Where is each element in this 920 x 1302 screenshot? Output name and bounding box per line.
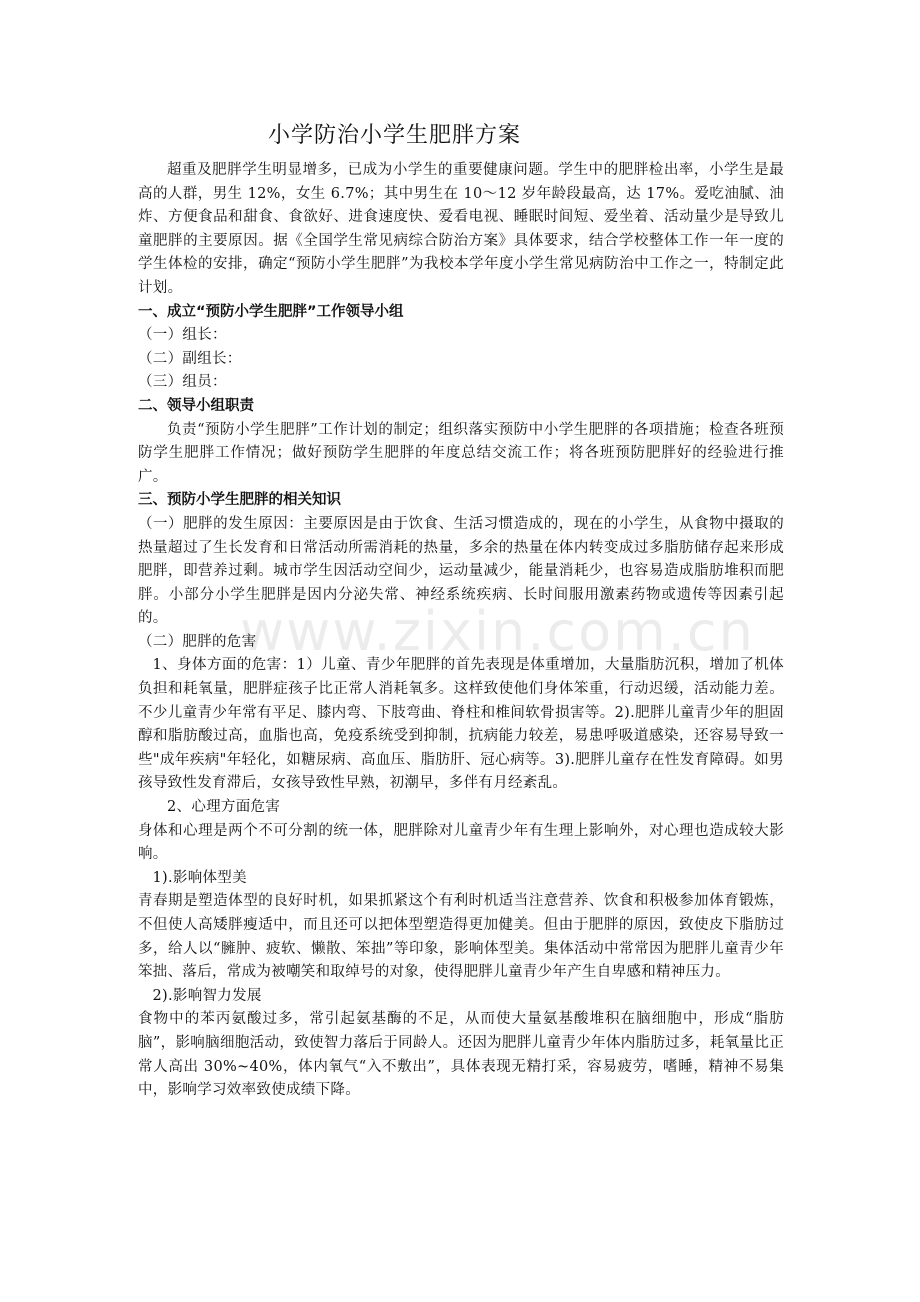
role-deputy: （二）副组长：	[138, 350, 242, 367]
cause-paragraph: （一）肥胖的发生原因：主要原因是由于饮食、生活习惯造成的，现在的小学生，从食物中摄取的热量超过了生长发育和日常活动所需消耗的热量，多余的热量在体内转变成过多脂肪储存起来形成肥胖，即营养过剩。城市学生因活动空间少，运动量减少，能量消耗少，也容易造成脂肪堆积而肥胖。小部分小学生肥胖是因内分泌失常、神经系统疾病、长时间服用激素药物或遗传等因素引起的。	[138, 515, 784, 627]
physical-harm-paragraph: 1、身体方面的危害：1）儿童、青少年肥胖的首先表现是体重增加，大量脂肪沉积，增加了机体负担和耗氧量，肥胖症孩子比正常人消耗氧多。这样致使他们身体笨重，行动迟缓，活动能力差。不少儿童青少年常有平足、膝内弯、下肢弯曲、脊柱和椎间软骨损害等。2).肥胖儿童青少年的胆固醇和脂肪酸过高，血脂也高，免疫系统受到抑制，抗病能力较差，易患呼吸道感染，还容易导致一些"成年疾病"年轻化，如糖尿病、高血压、脂肪肝、冠心病等。3).肥胖儿童存在性发育障碍。如男孩导致性发育滞后，女孩导致性早熟，初潮早，多伴有月经紊乱。	[138, 657, 784, 792]
document	[138, 118, 784, 1103]
role-members: （三）组员：	[138, 374, 227, 391]
intelligence-paragraph: 食物中的苯丙氨酸过多，常引起氨基酶的不足，从而使大量氨基酸堆积在脑细胞中，形成“脂肪脑”，影响脑细胞活动，致使智力落后于同龄人。还因为肥胖儿童青少年体内脂肪过多，耗氧量比正常人高出 30%~40%，体内氧气“入不敷出”，具体表现无精打采，容易疲劳，嗜睡，精神不易集中，影响学习效率致使成绩下降。	[138, 1011, 784, 1099]
watermark: www.zixin.com.cn	[240, 600, 755, 663]
intro-paragraph: 超重及肥胖学生明显增多，已成为小学生的重要健康问题。学生中的肥胖检出率，小学生是最高的人群，男生 12%，女生 6.7%；其中男生在 10～12 岁年龄段最高，达 17%。爱吃油腻、油炸、方便食品和甜食、食欲好、进食速度快、爱看电视、睡眠时间短、爱坐着、活动量少是导致儿童肥胖的主要原因。据《全国学生常见病综合防治方案》具体要求，结合学校整体工作一年一度的学生体检的安排，确定“预防小学生肥胖”为我校本学年度小学生常见病防治中工作之一，特制定此计划。	[138, 162, 784, 296]
intelligence-subheading: 2).影响智力发展	[152, 987, 262, 1004]
page-title: 小学防治小学生肥胖方案	[268, 123, 522, 148]
section-heading-2: 二、领导小组职责	[138, 397, 254, 414]
mental-harm-paragraph: 身体和心理是两个不可分割的统一体，肥胖除对儿童青少年有生理上影响外，对心理也造成较大影响。	[138, 822, 784, 863]
body-shape-paragraph: 青春期是塑造体型的良好时机，如果抓紧这个有利时机适当注意营养、饮食和积极参加体育锻炼，不但使人高矮胖瘦适中，而且还可以把体型塑造得更加健美。但由于肥胖的原因，致使皮下脂肪过多，给人以“臃肿、疲软、懒散、笨拙”等印象，影响体型美。集体活动中常常因为肥胖儿童青少年笨拙、落后，常成为被嘲笑和取绰号的对象，使得肥胖儿童青少年产生自卑感和精神压力。	[138, 893, 784, 981]
section-heading-3: 三、预防小学生肥胖的相关知识	[138, 492, 341, 509]
mental-harm-subheading: 2、心理方面危害	[167, 799, 281, 816]
body-shape-subheading: 1).影响体型美	[152, 869, 247, 886]
role-leader: （一）组长：	[138, 327, 227, 344]
harm-subheading: （二）肥胖的危害	[138, 633, 257, 650]
duty-paragraph: 负责“预防小学生肥胖”工作计划的制定；组织落实预防中小学生肥胖的各项措施；检查各班预防学生肥胖工作情况；做好预防学生肥胖的年度总结交流工作；将各班预防肥胖好的经验进行推广。	[138, 421, 784, 485]
section-heading-1: 一、成立“预防小学生肥胖”工作领导小组	[138, 303, 404, 320]
